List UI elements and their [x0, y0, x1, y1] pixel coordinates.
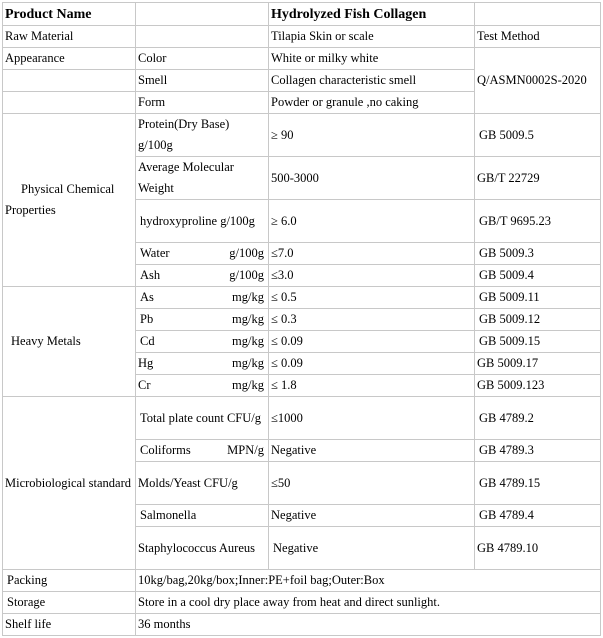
item-name: Molds/Yeast CFU/g — [136, 462, 269, 505]
item-name: Hg — [138, 356, 154, 370]
item-name: Average Molecular Weight — [136, 157, 269, 200]
item-method: GB 5009.12 — [475, 309, 601, 331]
physical-chemical-label-line2: Properties — [5, 203, 56, 217]
item-name-cell — [136, 265, 269, 287]
storage-label: Storage — [3, 592, 136, 614]
item-unit: mg/kg — [232, 334, 264, 348]
item-name-cell — [136, 331, 269, 353]
packing-row — [3, 570, 601, 592]
item-value: 500-3000 — [269, 157, 475, 200]
raw-material-value: Tilapia Skin or scale — [269, 26, 475, 48]
item-unit: mg/kg — [232, 312, 264, 326]
item-method: GB/T 22729 — [475, 157, 601, 200]
item-method: GB 5009.3 — [475, 243, 601, 265]
item-value: Collagen characteristic smell — [269, 70, 475, 92]
item-name: Coliforms — [140, 443, 191, 457]
item-value: ≤ 0.5 — [269, 287, 475, 309]
item-name: Form — [136, 92, 269, 114]
item-method: GB 4789.4 — [475, 505, 601, 527]
item-value: ≤ 0.3 — [269, 309, 475, 331]
item-name: Staphylococcus Aureus — [136, 527, 269, 570]
item-method: GB 5009.11 — [475, 287, 601, 309]
item-method: GB 4789.2 — [475, 397, 601, 440]
item-name-cell — [136, 375, 269, 397]
item-method: GB 5009.15 — [475, 331, 601, 353]
item-name: Salmonella — [136, 505, 269, 527]
item-name: As — [140, 290, 154, 304]
microbiological-label: Microbiological standard — [3, 397, 136, 570]
product-name-label: Product Name — [3, 3, 136, 26]
shelf-life-row — [3, 614, 601, 636]
item-name: hydroxyproline g/100g — [136, 200, 269, 243]
item-method: GB 5009.123 — [475, 375, 601, 397]
raw-material-label: Raw Material — [3, 26, 136, 48]
item-name: Smell — [136, 70, 269, 92]
empty-cell — [3, 92, 136, 114]
packing-label: Packing — [3, 570, 136, 592]
appearance-label: Appearance — [3, 48, 136, 70]
item-unit: g/100g — [229, 268, 264, 282]
product-name-value: Hydrolyzed Fish Collagen — [269, 3, 475, 26]
item-value: ≤ 0.09 — [269, 353, 475, 375]
empty-cell — [136, 26, 269, 48]
item-value: ≤7.0 — [269, 243, 475, 265]
storage-row — [3, 592, 601, 614]
empty-cell — [475, 3, 601, 26]
item-unit: mg/kg — [232, 378, 264, 392]
item-value: ≤ 0.09 — [269, 331, 475, 353]
storage-value: Store in a cool dry place away from heat and direct sunlight. — [136, 592, 601, 614]
item-value: Powder or granule ,no caking — [269, 92, 475, 114]
item-name-cell — [136, 353, 269, 375]
item-name: Protein(Dry Base) g/100g — [136, 114, 269, 157]
item-name-cell — [136, 440, 269, 462]
item-name-cell — [136, 243, 269, 265]
table-row — [3, 48, 601, 70]
item-name: Pb — [140, 312, 154, 326]
header-row — [3, 3, 601, 26]
test-method-header: Test Method — [475, 26, 601, 48]
item-method: GB 5009.5 — [475, 114, 601, 157]
item-value: ≤50 — [269, 462, 475, 505]
item-value: ≥ 6.0 — [269, 200, 475, 243]
item-unit: MPN/g — [227, 443, 264, 457]
item-value: ≤1000 — [269, 397, 475, 440]
appearance-method: Q/ASMN0002S-2020 — [475, 48, 601, 114]
packing-value: 10kg/bag,20kg/box;Inner:PE+foil bag;Outer:Box — [136, 570, 601, 592]
shelf-life-label: Shelf life — [3, 614, 136, 636]
item-method: GB 5009.17 — [475, 353, 601, 375]
physical-chemical-label — [3, 114, 136, 287]
item-value: White or milky white — [269, 48, 475, 70]
item-method: GB 4789.10 — [475, 527, 601, 570]
empty-cell — [3, 70, 136, 92]
heavy-metals-label: Heavy Metals — [3, 287, 136, 397]
item-value: Negative — [269, 440, 475, 462]
physical-chemical-label-line1: Physical Chemical — [21, 182, 115, 196]
item-name: Water — [140, 246, 170, 260]
item-method: GB 5009.4 — [475, 265, 601, 287]
item-unit: mg/kg — [232, 290, 264, 304]
item-value: ≥ 90 — [269, 114, 475, 157]
raw-material-row — [3, 26, 601, 48]
item-method: GB 4789.15 — [475, 462, 601, 505]
item-value: ≤3.0 — [269, 265, 475, 287]
item-method: GB/T 9695.23 — [475, 200, 601, 243]
item-value: Negative — [269, 505, 475, 527]
item-unit: mg/kg — [232, 356, 264, 370]
item-method: GB 4789.3 — [475, 440, 601, 462]
item-name: Color — [136, 48, 269, 70]
table-row — [3, 114, 601, 157]
empty-cell — [136, 3, 269, 26]
item-name: Ash — [140, 268, 161, 282]
item-name-cell — [136, 309, 269, 331]
spec-table — [2, 2, 601, 636]
item-name: Total plate count CFU/g — [136, 397, 269, 440]
item-unit: g/100g — [229, 246, 264, 260]
item-value: ≤ 1.8 — [269, 375, 475, 397]
item-name: Cd — [140, 334, 155, 348]
table-row — [3, 287, 601, 309]
item-value: Negative — [269, 527, 475, 570]
table-row — [3, 397, 601, 440]
shelf-life-value: 36 months — [136, 614, 601, 636]
item-name-cell — [136, 287, 269, 309]
item-name: Cr — [138, 378, 151, 392]
